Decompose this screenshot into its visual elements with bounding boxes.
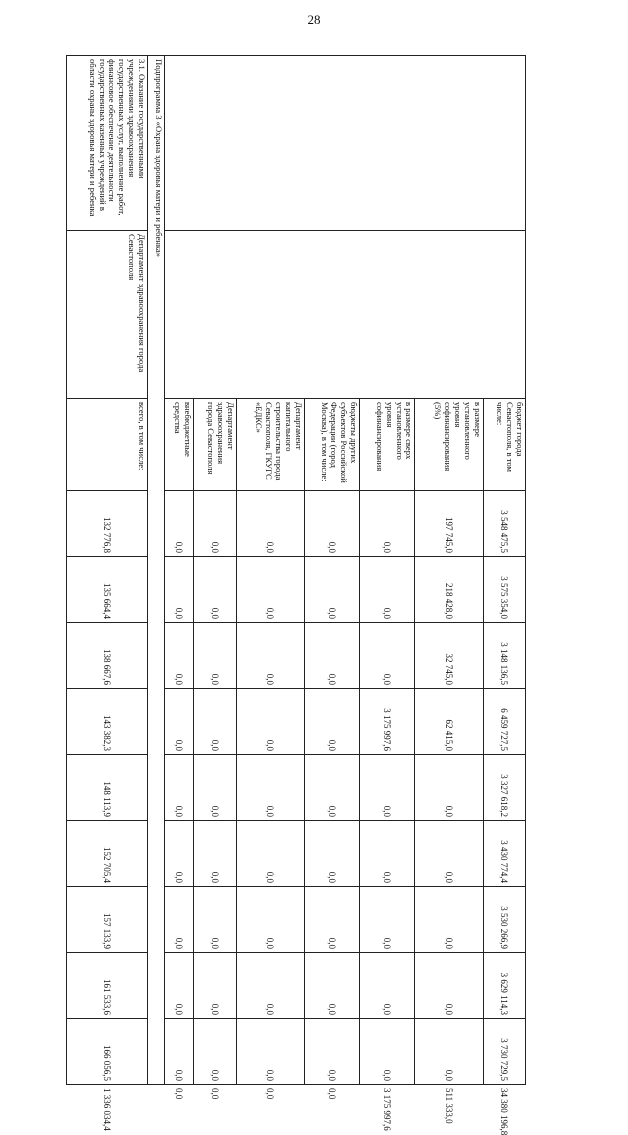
table-cell: 0,0	[304, 1019, 359, 1085]
table-cell: 135 664,4	[67, 557, 148, 623]
table-cell: 6 459 727,5	[483, 689, 525, 755]
table-cell: 0,0	[164, 491, 194, 557]
table-cell: 0,0	[164, 953, 194, 1019]
table-cell: 32 745,0	[415, 623, 483, 689]
table-cell: 0,0	[194, 1019, 236, 1085]
table-cell: 0,0	[194, 557, 236, 623]
table-cell: 62 415,0	[415, 689, 483, 755]
table-cell: 0,0	[194, 953, 236, 1019]
table-cell: 0,0	[360, 491, 415, 557]
rotated-table-area	[66, 55, 526, 1135]
table-cell: 3 548 475,5	[483, 491, 525, 557]
empty-executor-cell	[164, 231, 525, 399]
table-cell: 3 430 774,4	[483, 821, 525, 887]
table-cell: 0,0	[415, 1019, 483, 1085]
table-cell: 0,0	[236, 953, 304, 1019]
table-cell: 3 148 136,5	[483, 623, 525, 689]
table-cell: 0,0	[360, 953, 415, 1019]
table-cell: 161 533,6	[67, 953, 148, 1019]
table-cell: 0,0	[304, 689, 359, 755]
table-cell: 0,0	[236, 689, 304, 755]
table-cell: 148 113,9	[67, 755, 148, 821]
table-cell: 218 428,0	[415, 557, 483, 623]
table-cell: 0,0	[360, 887, 415, 953]
table-row: бюджет города Севастополя, в том числе: 3 548 475,5 3 575 354,0 3 148 136,5 6 459 727,5 3 327 618,2 3 430 774,4 3 530 266,9 3 629 114,3 3 730 729,5 34 380 196,8	[483, 56, 525, 1085]
table-row: в размере установленного уровня софинансирования (5%) 197 745,0 218 428,0 32 745,0 62 415,0 0,0 0,0 0,0 0,0 0,0 511 333,0	[415, 56, 483, 1085]
table-cell: 3 730 729,5	[483, 1019, 525, 1085]
table-cell: 0,0	[415, 755, 483, 821]
table-cell: 0,0	[164, 623, 194, 689]
table-cell: 0,0	[164, 887, 194, 953]
table-cell: 0,0	[415, 887, 483, 953]
table-row: Департамент здравоохранения города Севастополя 0,0 0,0 0,0 0,0 0,0 0,0 0,0 0,0 0,0 0,0	[194, 56, 236, 1085]
table-cell: 0,0	[415, 953, 483, 1019]
table-cell: 0,0	[360, 1019, 415, 1085]
table-cell: 0,0	[304, 491, 359, 557]
table-cell: 0,0	[304, 953, 359, 1019]
table-row: Департамент капитального строительства города Севастополя, ГКУГС «ЕДКС» 0,0 0,0 0,0 0,0 0,0 0,0 0,0 0,0 0,0 0,0	[236, 56, 304, 1085]
table-cell: 0,0	[194, 623, 236, 689]
table-cell: 0,0	[164, 1019, 194, 1085]
row-label: в размере сверх установленного уровня софинансирования	[360, 399, 415, 491]
table-cell: 0,0	[415, 821, 483, 887]
measure-name: 3.1. Оказание государственными учреждениями здравоохранения государственных услуг, выполнение работ, финансовое обеспечение деятельности государственных казенных учреждений в области охраны здоровья матери и ребенка	[67, 56, 148, 231]
table-cell: 0,0	[304, 557, 359, 623]
table-cell: 0,0	[164, 755, 194, 821]
table-cell: 197 745,0	[415, 491, 483, 557]
rotated-table	[66, 55, 526, 1135]
table-cell: 3 530 266,9	[483, 887, 525, 953]
table-cell: 0,0	[304, 755, 359, 821]
table-cell: 0,0	[194, 491, 236, 557]
table-cell: 3 575 354,0	[483, 557, 525, 623]
subprogram-row	[148, 56, 165, 1085]
table-cell: 0,0	[194, 689, 236, 755]
table-cell: 157 133,9	[67, 887, 148, 953]
funding-table	[66, 55, 526, 1135]
table-cell: 0,0	[236, 887, 304, 953]
table-row: бюджеты других субъектов Российской Федерации (город Москва), в том числе: 0,0 0,0 0,0 0,0 0,0 0,0 0,0 0,0 0,0 0,0	[304, 56, 359, 1085]
table-cell: 0,0	[360, 821, 415, 887]
row-label: в размере установленного уровня софинансирования (5%)	[415, 399, 483, 491]
page-number: 28	[307, 12, 321, 27]
table-cell: 166 056,5	[67, 1019, 148, 1085]
table-row: 3.1. Оказание государственными учреждениями здравоохранения государственных услуг, выполнение работ, финансовое обеспечение деятельности государственных казенных учреждений в области охраны здоровья матери и ребенка Департамент здравоохранения города Севастополя всего, в том числе: 132 776,8 135 664,4 138 667,6 143 382,3 148 113,9 152 705,4 157 133,9 161 533,6 166 056,5 1 336 034,4	[67, 56, 148, 1085]
row-label: бюджеты других субъектов Российской Федерации (город Москва), в том числе:	[304, 399, 359, 491]
table-cell: 0,0	[236, 491, 304, 557]
table-cell: 0,0	[236, 623, 304, 689]
table-cell: 0,0	[164, 821, 194, 887]
row-label: внебюджетные средства	[164, 399, 194, 491]
table-cell: 0,0	[194, 887, 236, 953]
table-cell: 0,0	[236, 557, 304, 623]
table-cell: 0,0	[304, 623, 359, 689]
row-label: бюджет города Севастополя, в том числе:	[483, 399, 525, 491]
table-row: в размере сверх установленного уровня софинансирования 0,0 0,0 0,0 3 175 997,6 0,0 0,0 0,0 0,0 0,0 3 175 997,6	[360, 56, 415, 1085]
row-label: Департамент капитального строительства города Севастополя, ГКУГС «ЕДКС»	[236, 399, 304, 491]
table-cell: 3 175 997,6	[360, 689, 415, 755]
table-cell: 3 629 114,3	[483, 953, 525, 1019]
table-cell: 0,0	[304, 887, 359, 953]
subprogram-title: Подпрограмма 3 «Охрана здоровья матери и ребенка»	[148, 56, 165, 1085]
table-cell: 143 382,3	[67, 689, 148, 755]
row-label: всего, в том числе:	[67, 399, 148, 491]
table-cell: 0,0	[236, 1019, 304, 1085]
table-cell: 0,0	[304, 821, 359, 887]
table-cell: 132 776,8	[67, 491, 148, 557]
table-cell: 0,0	[360, 755, 415, 821]
table-cell: 0,0	[164, 689, 194, 755]
table-row: внебюджетные средства 0,0 0,0 0,0 0,0 0,0 0,0 0,0 0,0 0,0 0,0	[164, 56, 194, 1085]
table-cell: 3 327 618,2	[483, 755, 525, 821]
table-cell: 138 667,6	[67, 623, 148, 689]
table-cell: 0,0	[360, 557, 415, 623]
table-cell: 0,0	[236, 755, 304, 821]
table-cell: 152 705,4	[67, 821, 148, 887]
table-cell: 0,0	[194, 755, 236, 821]
table-cell: 0,0	[164, 557, 194, 623]
measure-executor: Департамент здравоохранения города Севастополя	[67, 231, 148, 399]
table-cell: 0,0	[236, 821, 304, 887]
table-cell: 0,0	[360, 623, 415, 689]
table-cell: 0,0	[194, 821, 236, 887]
empty-measure-cell	[164, 56, 525, 231]
row-label: Департамент здравоохранения города Севастополя	[194, 399, 236, 491]
